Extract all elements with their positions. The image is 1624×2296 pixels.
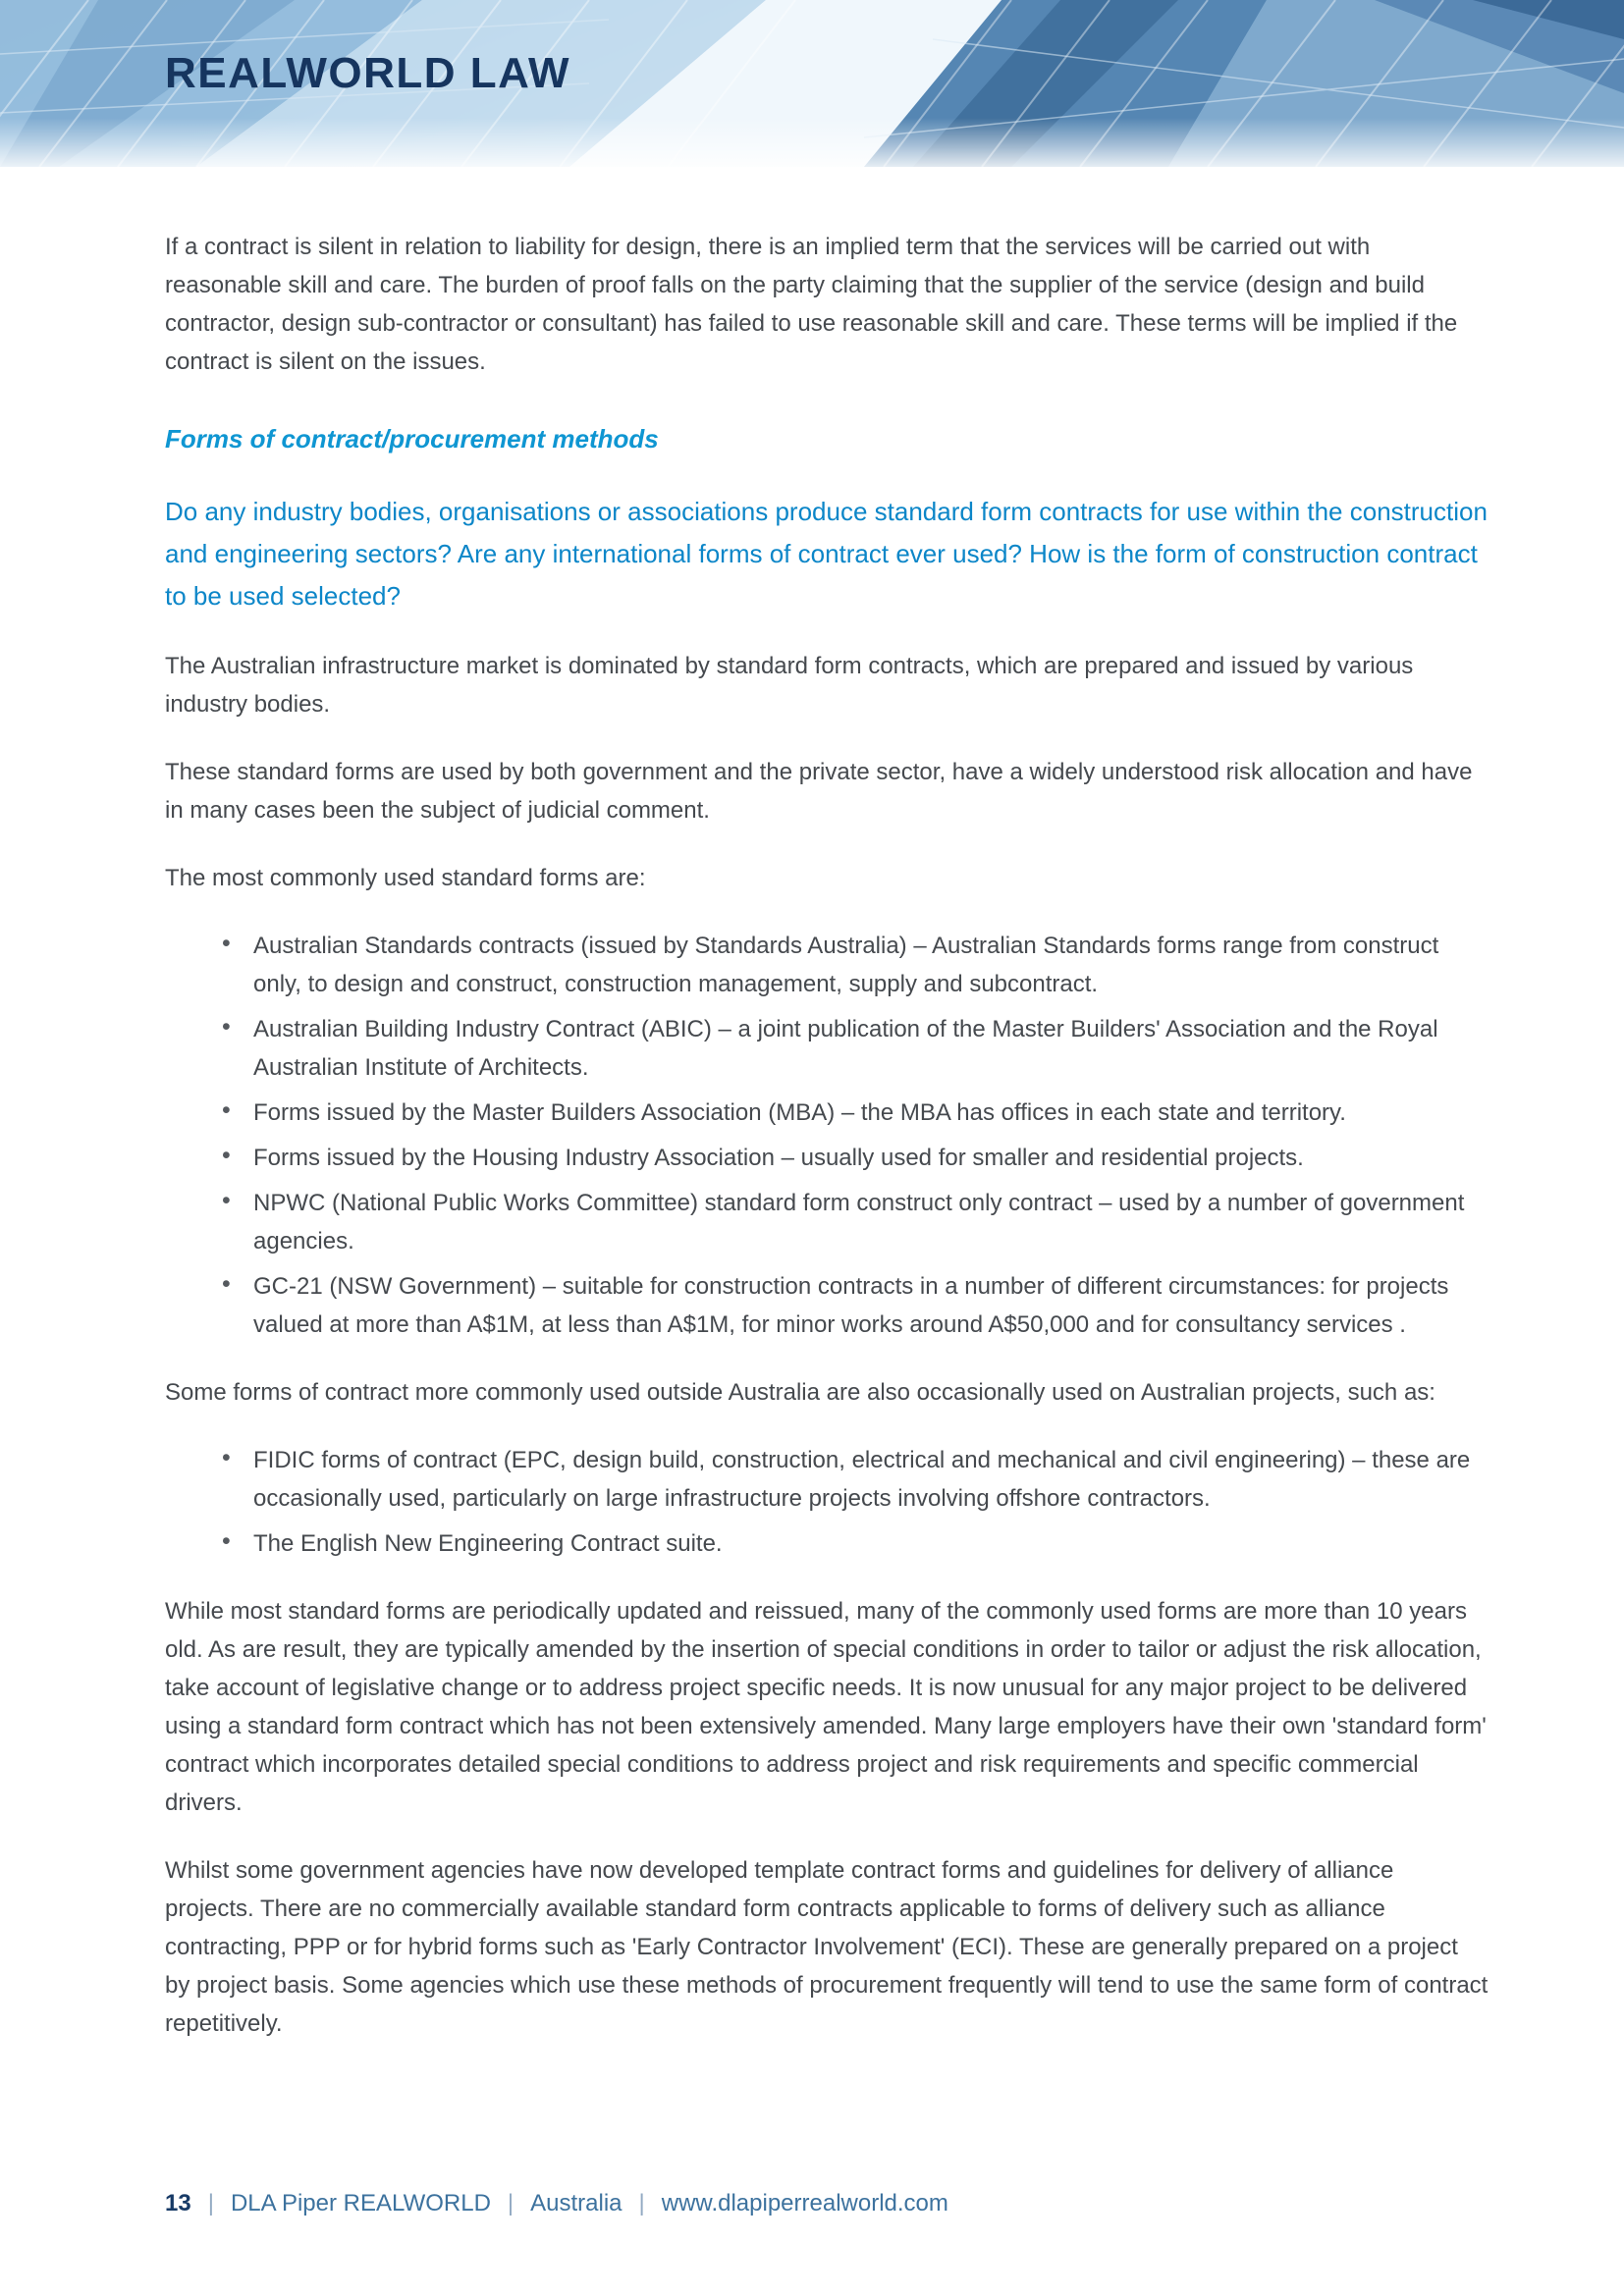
list-item: • NPWC (National Public Works Committee) standard form construct only contract – used by a number of government agencies.: [220, 1184, 1489, 1260]
list-item: • Forms issued by the Housing Industry Association – usually used for smaller and residential projects.: [220, 1139, 1489, 1177]
list-item: • Australian Building Industry Contract (ABIC) – a joint publication of the Master Builders' Association and the Royal Australian Institute of Architects.: [220, 1010, 1489, 1087]
question-text: Do any industry bodies, organisations or associations produce standard form contracts for use within the construction and engineering sectors? Are any international forms of contract ever used? How is the form of construction contract to be used selected?: [165, 497, 1488, 611]
list-item: • The English New Engineering Contract suite.: [220, 1524, 1489, 1563]
section-heading: Forms of contract/procurement methods: [165, 424, 659, 454]
paragraph: These standard forms are used by both government and the private sector, have a widely understood risk allocation and have in many cases been the subject of judicial comment.: [165, 759, 1473, 824]
list-intro: The most commonly used standard forms are:: [165, 865, 646, 891]
footer-separator: |: [207, 2190, 214, 2216]
page-title: REALWORLD LAW: [165, 49, 571, 97]
list-item: • GC-21 (NSW Government) – suitable for construction contracts in a number of different circumstances: for projects valued at more than A$1M, at less than A$1M, for minor works around A$50,000 and for consultancy services .: [220, 1267, 1489, 1344]
paragraph: The Australian infrastructure market is dominated by standard form contracts, which are prepared and issued by various industry bodies.: [165, 653, 1414, 718]
footer-separator: |: [507, 2190, 514, 2216]
footer-website-link[interactable]: www.dlapiperrealworld.com: [661, 2190, 948, 2216]
list-intro: Some forms of contract more commonly used outside Australia are also occasionally used on Australian projects, such as:: [165, 1379, 1435, 1406]
page-footer: [165, 2190, 948, 2217]
paragraph: While most standard forms are periodically updated and reissued, many of the commonly used forms are more than 10 years old. As are result, they are typically amended by the insertion of special conditions in order to tailor or adjust the risk allocation, take account of legislative change or to address project specific needs. It is now unusual for any major project to be delivered using a standard form contract which has not been extensively amended. Many large employers have their own 'standard form' contract which incorporates detailed special conditions to address project and risk requirements and specific commercial drivers.: [165, 1598, 1487, 1816]
international-forms-list: [165, 1441, 1489, 1563]
page-number: 13: [165, 2190, 191, 2216]
footer-country: Australia: [530, 2190, 623, 2216]
list-item: • Forms issued by the Master Builders Association (MBA) – the MBA has offices in each state and territory.: [220, 1094, 1489, 1132]
footer-separator: |: [638, 2190, 645, 2216]
standard-forms-list: [165, 927, 1489, 1344]
intro-paragraph: If a contract is silent in relation to liability for design, there is an implied term that the services will be carried out with reasonable skill and care. The burden of proof falls on the party claiming that the supplier of the service (design and build contractor, design sub-contractor or consultant) has failed to use reasonable skill and care. These terms will be implied if the contract is silent on the issues.: [165, 234, 1458, 375]
list-item: • FIDIC forms of contract (EPC, design build, construction, electrical and mechanical and civil engineering) – these are occasionally used, particularly on large infrastructure projects involving offshore contractors.: [220, 1441, 1489, 1518]
paragraph: Whilst some government agencies have now developed template contract forms and guidelines for delivery of alliance projects. There are no commercially available standard form contracts applicable to forms of delivery such as alliance contracting, PPP or for hybrid forms such as 'Early Contractor Involvement' (ECI). These are generally prepared on a project by project basis. Some agencies which use these methods of procurement frequently will tend to use the same form of contract repetitively.: [165, 1857, 1489, 2037]
footer-brand: DLA Piper REALWORLD: [230, 2190, 491, 2216]
document-body: [0, 167, 1624, 2043]
list-item: • Australian Standards contracts (issued by Standards Australia) – Australian Standards forms range from construct only, to design and construct, construction management, supply and subcontract.: [220, 927, 1489, 1003]
page-header-banner: [0, 0, 1624, 167]
